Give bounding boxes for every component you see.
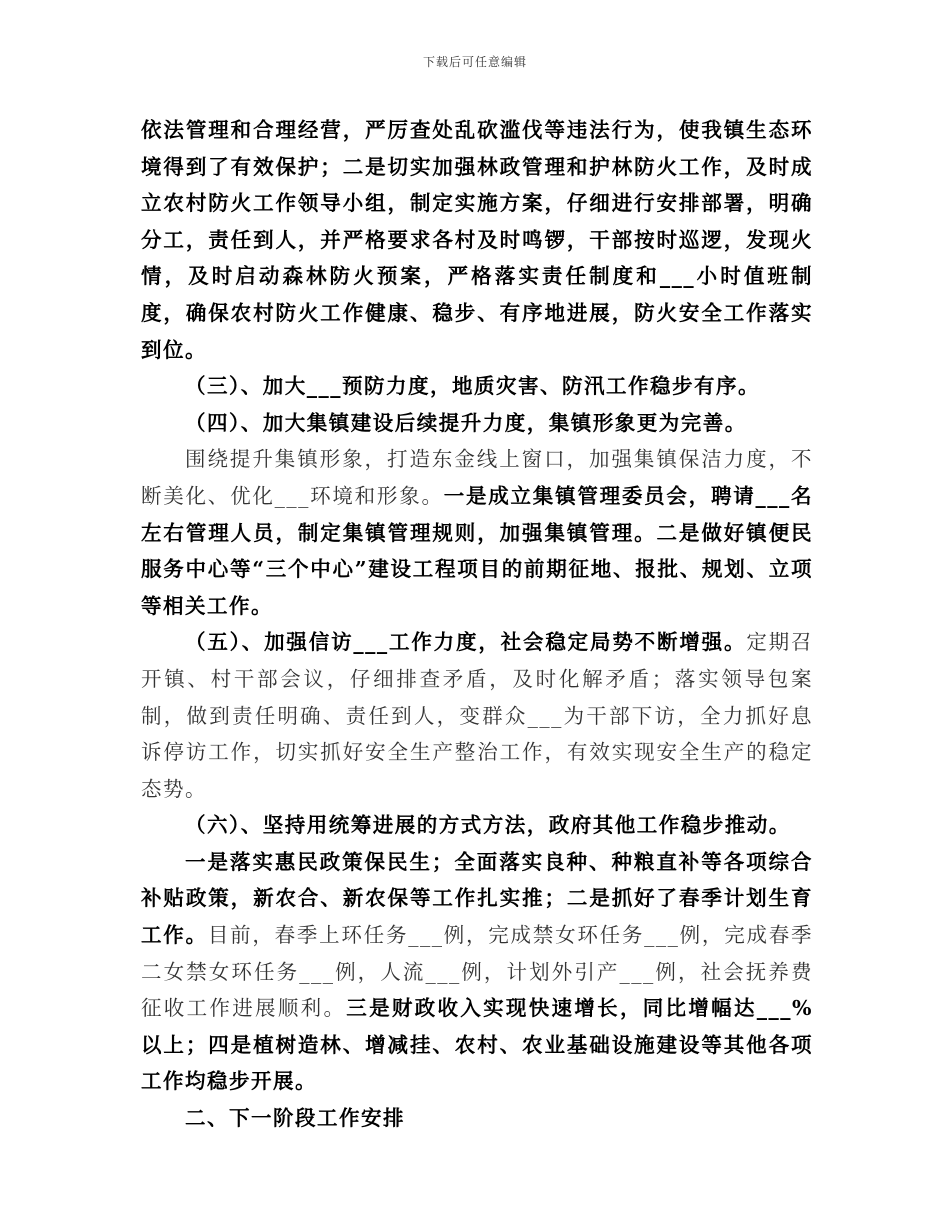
paragraph-forestry: 依法管理和合理经营，严厉查处乱砍滥伐等违法行为，使我镇生态环境得到了有效保护；二是切实加强林政管理和护林防火工作，及时成立农村防火工作领导小组，制定实施方案，仔细进行安排部署，明确分工，责任到人，并严格要求各村及时鸣锣，干部按时巡逻，发现火情，及时启动森林防火预案，严格落实责任制度和___小时值班制度，确保农村防火工作健康、稳步、有序地进展，防火安全工作落实到位。 [141,118,813,362]
paragraph-other-work-part3: 三是财政收入实现快速增长，同比增幅达___%以上；四是植树造林、增减挂、农村、农业基础设施建设等其他各项工作均稳步开展。 [141,996,814,1094]
paragraph-petition-body: 定期召开镇、村干部会议，仔细排查矛盾，及时化解矛盾；落实领导包案制，做到责任明确、责任到人，变群众___为干部下访，全力抓好息诉停访工作，切实抓好安全生产整治工作，有效实现安全生产的稳定态势。 [141,630,814,801]
paragraph-other-work [141,844,813,1100]
heading-section-6: （六）、坚持用统筹进展的方式方法，政府其他工作稳步推动。 [185,813,791,838]
paragraph-other-work-part1: 一是落实惠民政策保民生；全面落实良种、种粮直补等各项综合补贴政策，新农合、新农保等工作扎实推；二是抓好了春季计划生育工作。 [141,849,813,948]
heading-next-stage: 二、下一阶段工作安排 [185,1106,405,1131]
document-body [141,112,813,1137]
paragraph-petition [141,624,813,807]
heading-section-3: （三）、加大___预防力度，地质灾害、防汛工作稳步有序。 [185,374,760,399]
page-header-note: 下载后可任意编辑 [422,55,527,69]
paragraph-town-image-measures: 一是成立集镇管理委员会，聘请___名左右管理人员，制定集镇管理规则，加强集镇管理。二是做好镇便民服务中心等“三个中心”建设工程项目的前期征地、报批、规划、立项等相关工作。 [141,483,814,618]
heading-section-5: （五）、加强信访___工作力度，社会稳定局势不断增强。 [185,630,747,655]
heading-section-4: （四）、加大集镇建设后续提升力度，集镇形象更为完善。 [185,410,747,435]
paragraph-town-image-intro: 围绕提升集镇形象，打造东金线上窗口，加强集镇保洁力度，不断美化、优化___环境和形象。 [141,447,813,508]
paragraph-other-work-stats: 目前，春季上环任务___例，完成禁女环任务___例，完成春季二女禁女环任务___例，人流___例，计划外引产___例，社会抚养费征收工作进展顺利。 [141,923,814,1021]
paragraph-town-image [141,441,813,624]
